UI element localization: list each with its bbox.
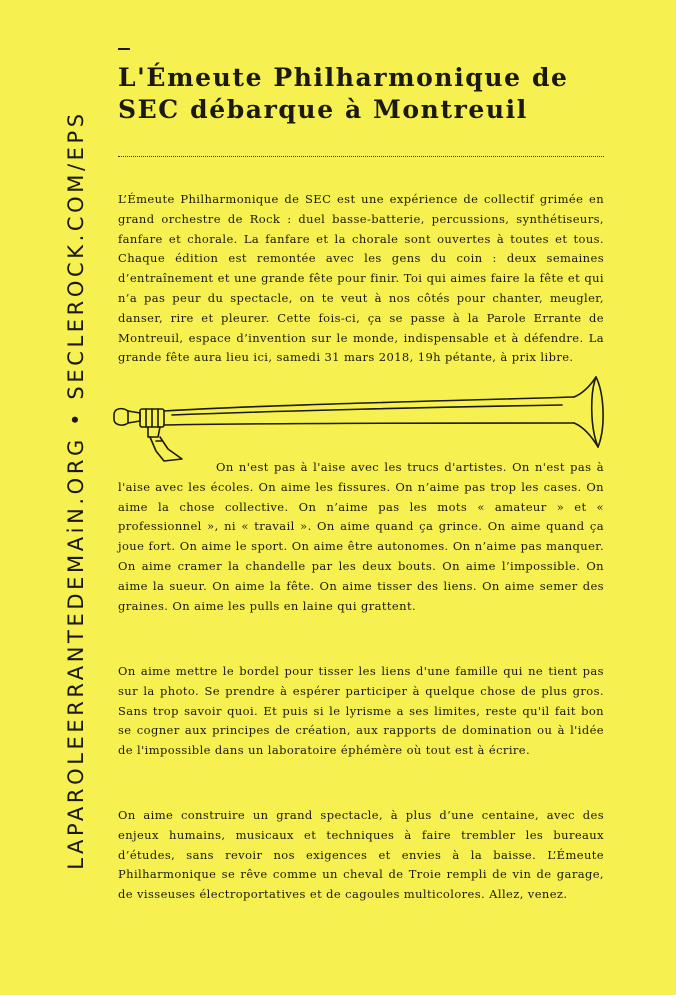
paragraph-we-like: On n'est pas à l'aise avec les trucs d'artistes. On n'est pas à l'aise avec les écoles. On aime les fissures. On n’aime pas trop les cases. On aime la chose collective. On n’aime pas les mots « amateur » et « professionnel », ni « travail ». On aime quand ça grince. On aime quand ça joue fort. On aime le sport. On aime être autonomes. On n’aime pas manquer. On aime cramer la chandelle par les deux bouts. On aime l’impossible. On aime la sueur. On aime la fête. On aime tisser des liens. On aime semer des graines. On aime les pulls en laine qui grattent. — [118, 460, 604, 613]
page-title: L'Émeute Philharmonique de SEC débarque à Montreuil — [118, 63, 569, 124]
paragraph-family: On aime mettre le bordel pour tisser les liens d'une famille qui ne tient pas sur la photo. Se prendre à espérer participer à quelque chose de plus gros. Sans trop savoir quoi. Et puis si le lyrisme a ses limites, reste qu'il fait bon se cogner aux principes de création, aux rapports de domination ou à l'idée de l'impossible dans un laboratoire éphémère où tout est à écrire. — [118, 664, 604, 758]
paragraph-show: On aime construire un grand spectacle, à plus d’une centaine, avec des enjeux humains, musicaux et techniques à faire trembler les bureaux d’études, sans revoir nos exigences et envies à la baisse. L’Émeute Philharmonique se rêve comme un cheval de Troie rempli de vin de garage, de visseuses électroportatives et de cagoules multicolores. Allez, venez. — [118, 808, 604, 902]
paragraph-intro: L’Émeute Philharmonique de SEC est une expérience de collectif grimée en grand orchestre de Rock : duel basse-batterie, percussions, synthétiseurs, fanfare et chorale. La fanfare et la chorale sont ouvertes à toutes et tous. Chaque édition est remontée avec les gens du coin : deux semaines d’entraînement et une grande fête pour finir. Toi qui aimes faire la fête et qui n’a pas peur du spectacle, on te veut à nos côtés pour chanter, meugler, danser, rire et pleurer. Cette fois-ci, ça se passe à la Parole Errante de Montreuil, espace d’invention sur le monde, indispensable et à défendre. La grande fête aura lieu ici, samedi 31 mars 2018, 19h pétante, à prix libre. — [118, 192, 604, 365]
title-dash — [118, 48, 130, 50]
dotted-divider — [118, 156, 604, 157]
trumpet-icon — [112, 375, 608, 471]
side-website-label: LAPAROLEERRANTEDEMAiN.ORG • SECLEROCK.COM/EPS — [64, 110, 88, 870]
